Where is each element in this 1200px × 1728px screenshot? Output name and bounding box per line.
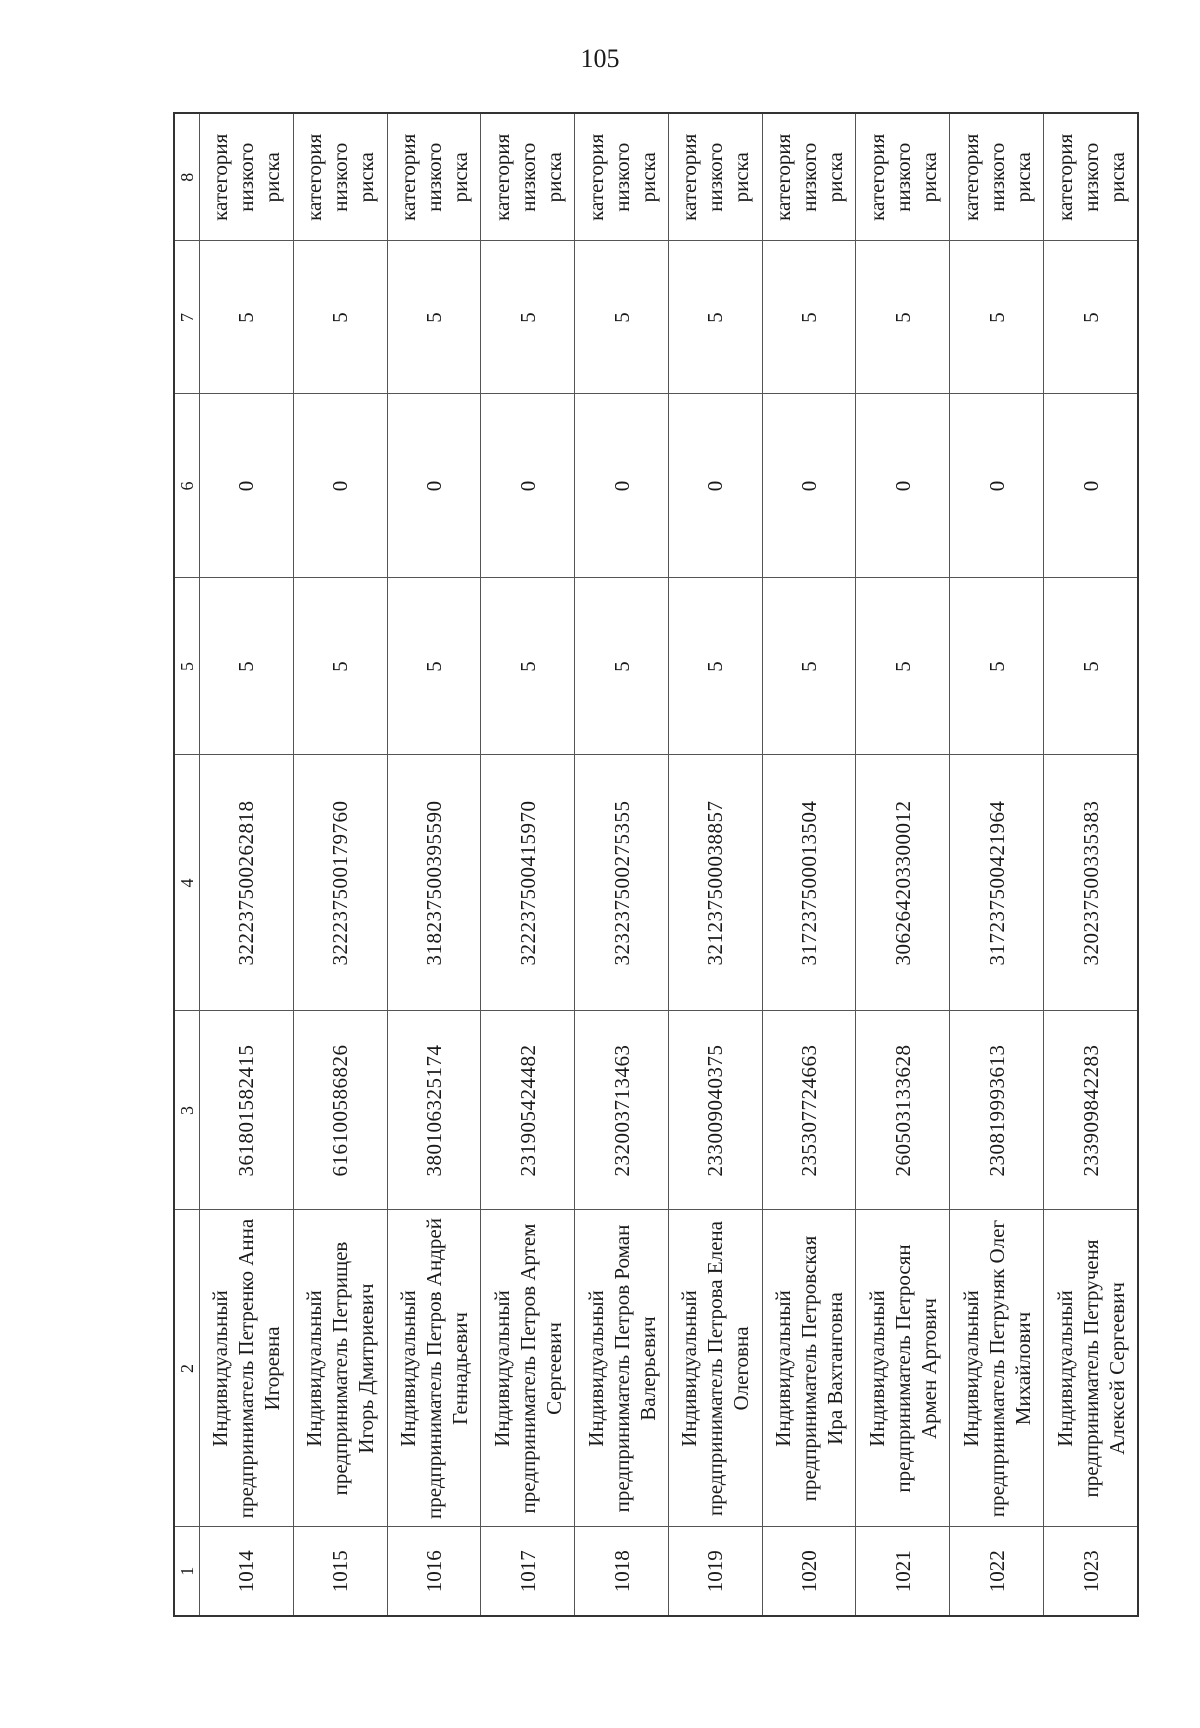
page-number: 105	[580, 44, 620, 73]
ogrnip-cell: 322237500179760	[293, 755, 387, 1011]
column-7-cell: 5	[293, 241, 387, 394]
row-number-cell: 1016	[387, 1527, 481, 1616]
entrepreneur-name-cell: Индивидуальный предприниматель Петрученя Алексей Сергеевич	[1044, 1210, 1138, 1527]
column-7-cell: 5	[575, 241, 669, 394]
row-number-cell: 1017	[481, 1527, 575, 1616]
column-5-cell: 5	[387, 578, 481, 755]
registry-table-frame	[173, 114, 1139, 1617]
risk-category-cell: категория низкого риска	[481, 113, 575, 241]
column-6-cell: 0	[762, 394, 856, 578]
ogrnip-cell: 318237500395590	[387, 755, 481, 1011]
row-number-cell: 1020	[762, 1527, 856, 1616]
column-6-cell: 0	[1044, 394, 1138, 578]
entrepreneur-name-cell: Индивидуальный предприниматель Петров Андрей Геннадьевич	[387, 1210, 481, 1527]
column-6-cell: 0	[575, 394, 669, 578]
column-6-cell: 0	[481, 394, 575, 578]
column-6-cell: 0	[950, 394, 1044, 578]
column-number: 3	[174, 1011, 200, 1210]
ogrnip-cell: 322237500415970	[481, 755, 575, 1011]
column-number: 6	[174, 394, 200, 578]
column-number: 2	[174, 1210, 200, 1527]
row-number-cell: 1018	[575, 1527, 669, 1616]
column-number: 5	[174, 578, 200, 755]
registry-table	[173, 112, 1139, 1617]
column-5-cell: 5	[856, 578, 950, 755]
column-7-cell: 5	[200, 241, 294, 394]
column-6-cell: 0	[200, 394, 294, 578]
ogrnip-cell: 321237500038857	[668, 755, 762, 1011]
row-number-cell: 1023	[1044, 1527, 1138, 1616]
risk-category-cell: категория низкого риска	[856, 113, 950, 241]
column-5-cell: 5	[668, 578, 762, 755]
column-5-cell: 5	[575, 578, 669, 755]
table-row	[668, 113, 762, 1616]
entrepreneur-name-cell: Индивидуальный предприниматель Петровская Ира Вахтанговна	[762, 1210, 856, 1527]
column-7-cell: 5	[856, 241, 950, 394]
inn-cell: 235307724663	[762, 1011, 856, 1210]
column-5-cell: 5	[481, 578, 575, 755]
ogrnip-cell: 306264203300012	[856, 755, 950, 1011]
inn-cell: 380106325174	[387, 1011, 481, 1210]
risk-category-cell: категория низкого риска	[1044, 113, 1138, 241]
inn-cell: 233009040375	[668, 1011, 762, 1210]
column-number: 8	[174, 113, 200, 241]
column-6-cell: 0	[668, 394, 762, 578]
inn-cell: 233909842283	[1044, 1011, 1138, 1210]
ogrnip-cell: 317237500013504	[762, 755, 856, 1011]
risk-category-cell: категория низкого риска	[200, 113, 294, 241]
entrepreneur-name-cell: Индивидуальный предприниматель Петров Артем Сергеевич	[481, 1210, 575, 1527]
column-5-cell: 5	[293, 578, 387, 755]
inn-cell: 230819993613	[950, 1011, 1044, 1210]
column-number: 4	[174, 755, 200, 1011]
column-5-cell: 5	[762, 578, 856, 755]
inn-cell: 616100586826	[293, 1011, 387, 1210]
entrepreneur-name-cell: Индивидуальный предприниматель Петренко Анна Игоревна	[200, 1210, 294, 1527]
column-7-cell: 5	[950, 241, 1044, 394]
row-number-cell: 1022	[950, 1527, 1044, 1616]
column-7-cell: 5	[387, 241, 481, 394]
table-row	[950, 113, 1044, 1616]
column-number-row	[174, 113, 200, 1616]
entrepreneur-name-cell: Индивидуальный предприниматель Петросян Армен Артович	[856, 1210, 950, 1527]
risk-category-cell: категория низкого риска	[575, 113, 669, 241]
column-7-cell: 5	[481, 241, 575, 394]
table-row	[293, 113, 387, 1616]
inn-cell: 361801582415	[200, 1011, 294, 1210]
column-6-cell: 0	[856, 394, 950, 578]
column-5-cell: 5	[1044, 578, 1138, 755]
entrepreneur-name-cell: Индивидуальный предприниматель Петрова Елена Олеговна	[668, 1210, 762, 1527]
row-number-cell: 1015	[293, 1527, 387, 1616]
column-5-cell: 5	[950, 578, 1044, 755]
column-7-cell: 5	[668, 241, 762, 394]
table-row	[481, 113, 575, 1616]
risk-category-cell: категория низкого риска	[387, 113, 481, 241]
risk-category-cell: категория низкого риска	[762, 113, 856, 241]
risk-category-cell: категория низкого риска	[668, 113, 762, 241]
column-7-cell: 5	[762, 241, 856, 394]
column-7-cell: 5	[1044, 241, 1138, 394]
table-row	[575, 113, 669, 1616]
entrepreneur-name-cell: Индивидуальный предприниматель Петрищев Игорь Дмитриевич	[293, 1210, 387, 1527]
ogrnip-cell: 320237500335383	[1044, 755, 1138, 1011]
column-6-cell: 0	[387, 394, 481, 578]
ogrnip-cell: 322237500262818	[200, 755, 294, 1011]
row-number-cell: 1014	[200, 1527, 294, 1616]
column-6-cell: 0	[293, 394, 387, 578]
ogrnip-cell: 323237500275355	[575, 755, 669, 1011]
table-row	[1044, 113, 1138, 1616]
row-number-cell: 1021	[856, 1527, 950, 1616]
inn-cell: 232003713463	[575, 1011, 669, 1210]
column-5-cell: 5	[200, 578, 294, 755]
risk-category-cell: категория низкого риска	[293, 113, 387, 241]
risk-category-cell: категория низкого риска	[950, 113, 1044, 241]
column-number: 1	[174, 1527, 200, 1616]
row-number-cell: 1019	[668, 1527, 762, 1616]
table-body	[174, 113, 1138, 1616]
table-row	[200, 113, 294, 1616]
entrepreneur-name-cell: Индивидуальный предприниматель Петруняк Олег Михайлович	[950, 1210, 1044, 1527]
inn-cell: 231905424482	[481, 1011, 575, 1210]
entrepreneur-name-cell: Индивидуальный предприниматель Петров Роман Валерьевич	[575, 1210, 669, 1527]
table-row	[387, 113, 481, 1616]
column-number: 7	[174, 241, 200, 394]
table-row	[856, 113, 950, 1616]
ogrnip-cell: 317237500421964	[950, 755, 1044, 1011]
table-row	[762, 113, 856, 1616]
inn-cell: 260503133628	[856, 1011, 950, 1210]
